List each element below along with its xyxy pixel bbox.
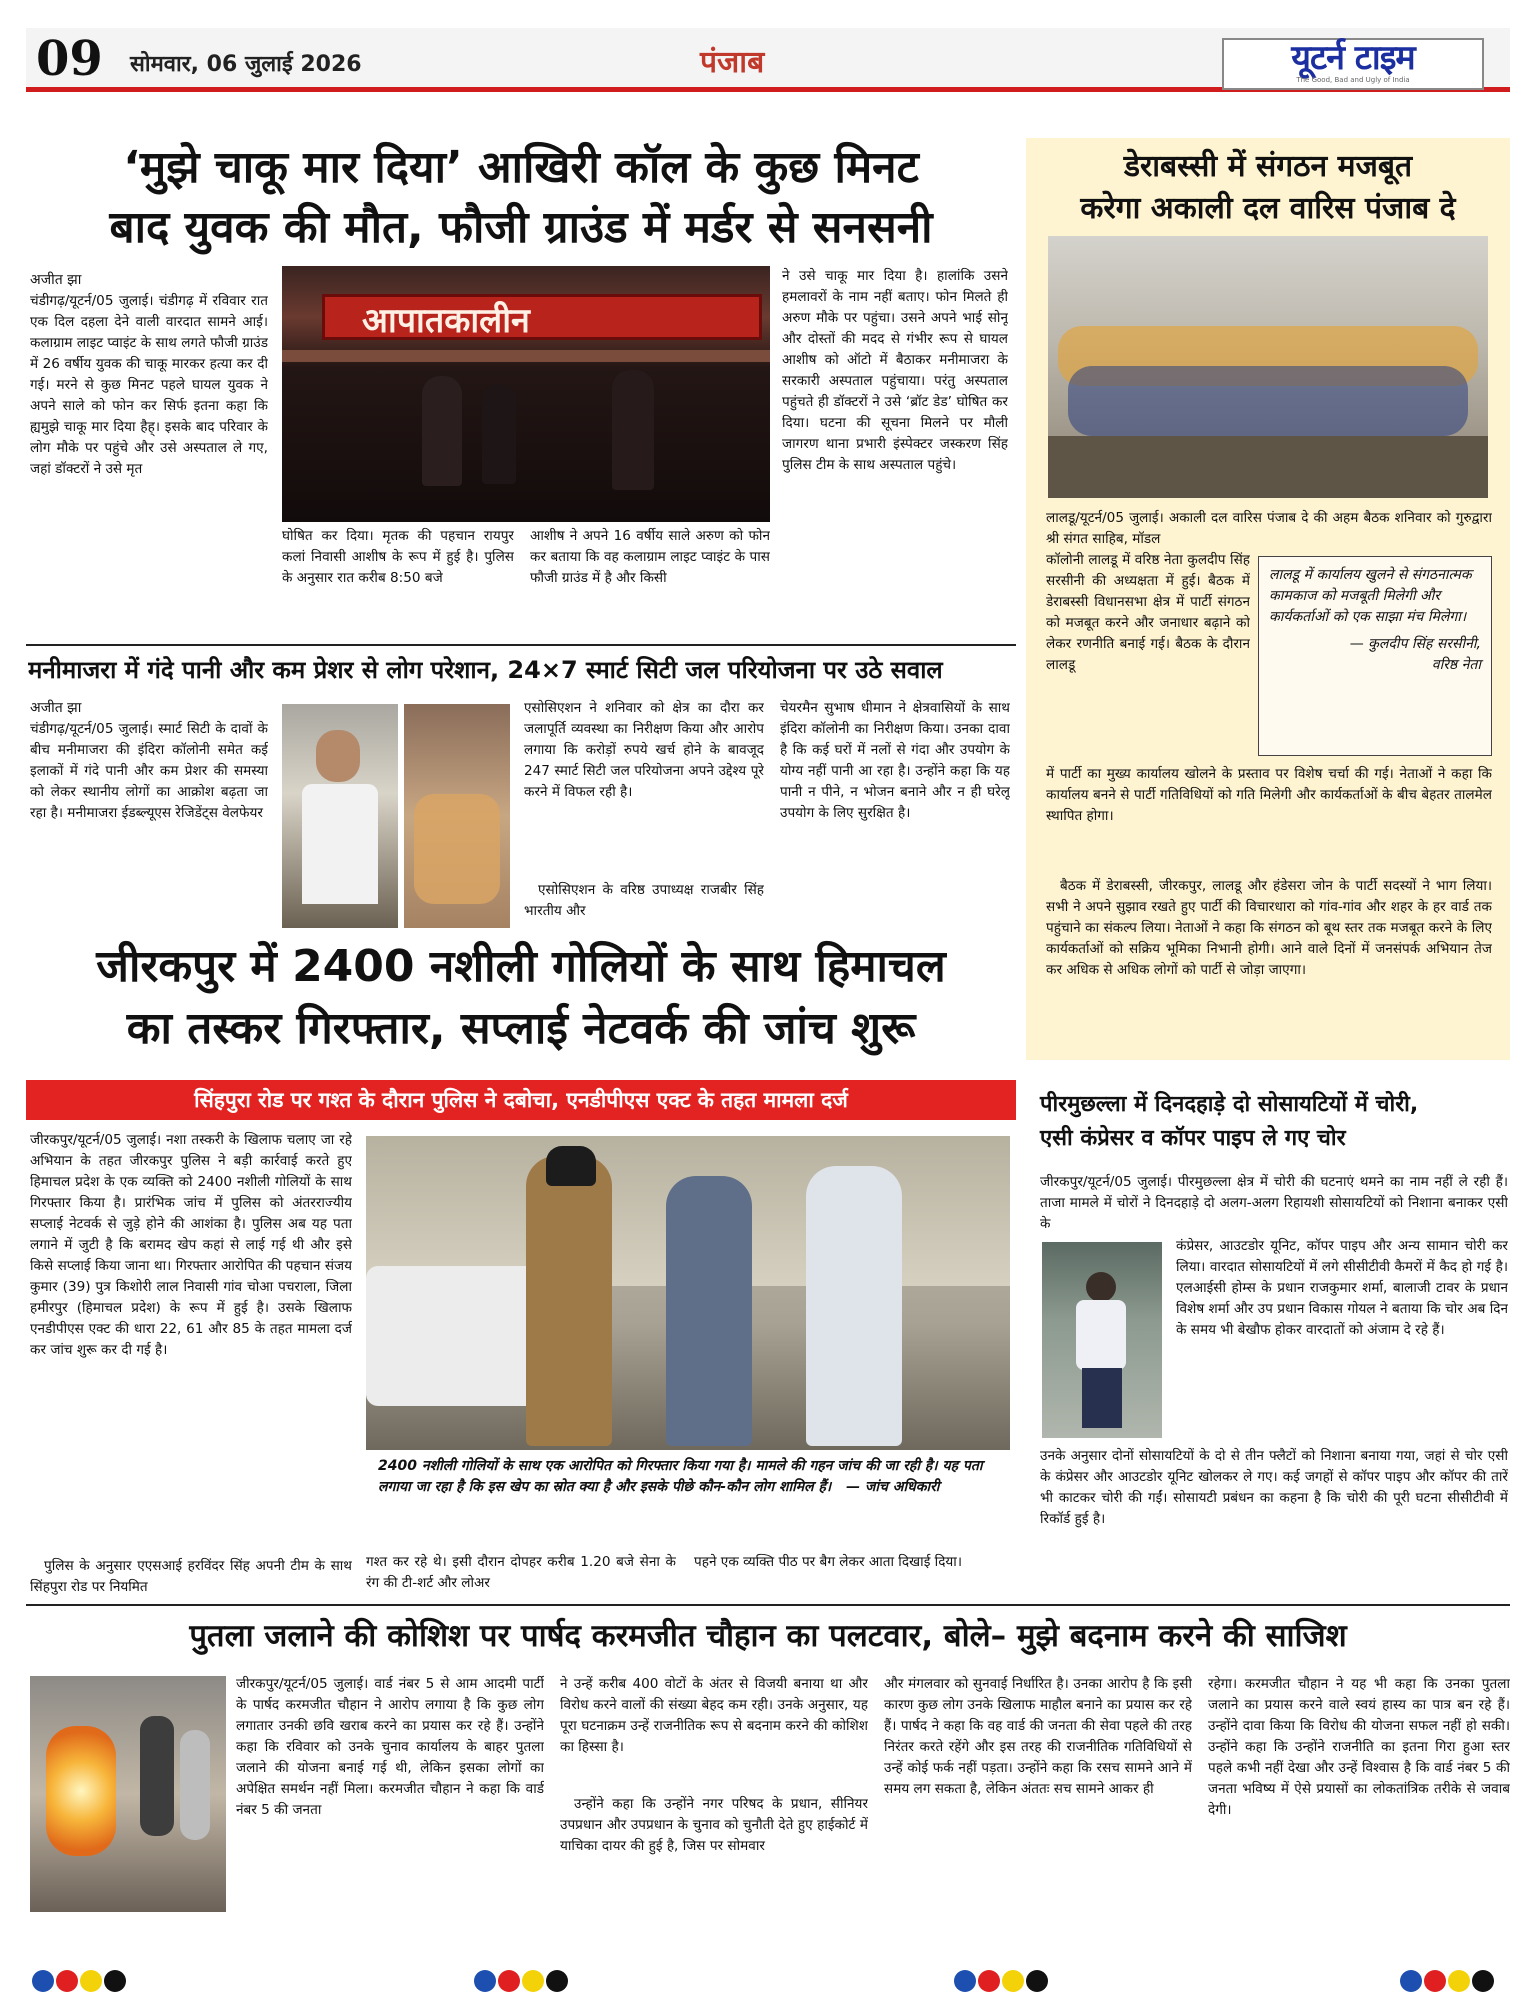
sidebar1-intro: लालडू/यूटर्न/05 जुलाई। अकाली दल वारिस पंजाब दे की अहम बैठक शनिवार को गुरुद्वारा श्री संगत साहिब, मॉडल bbox=[1046, 510, 1492, 547]
story3-banner-text: सिंहपुरा रोड पर गश्त के दौरान पुलिस ने दबोचा, एनडीपीएस एक्ट के तहत मामला दर्ज bbox=[194, 1088, 848, 1112]
issue-date: सोमवार, 06 जुलाई 2026 bbox=[130, 52, 362, 77]
logo bbox=[1222, 38, 1484, 90]
story1-col4: ने उसे चाकू मार दिया है। हालांकि उसने हमलावरों के नाम नहीं बताए। फोन मिलते ही अरुण मौके पर पहुंचा। उसने अपने भाई सोनू और दोस्तों की मदद से गंभीर रूप से घायल आशीष को ऑटो में बैठाकर मनीमाजरा के सरकारी अस्पताल पहुंचाया। परंतु अस्पताल पहुंचते ही डॉक्टरों ने उसे ‘ब्रॉट डेड’ घोषित कर दिया। घटना की सूचना मिलने पर मौली जागरण थाना प्रभारी इंस्पेक्टर जस्करण सिंह पुलिस टीम के साथ अस्पताल पहुंचे। bbox=[782, 268, 1008, 473]
sidebar2-headline bbox=[1040, 1088, 1510, 1156]
story2-photo-right bbox=[404, 704, 510, 928]
page-number: 09 bbox=[36, 31, 103, 87]
logo-text: यूटर्न टाइम bbox=[1291, 38, 1415, 78]
sidebar2-right: कंप्रेसर, आउटडोर यूनिट, कॉपर पाइप और अन्य सामान चोरी कर लिया। वारदात सोसायटियों में लगे सीसीटीवी कैमरों में कैद हो गई है। एलआईसी होम्स के प्रधान राजकुमार शर्मा, बालाजी टावर के प्रधान विशेष शर्मा और उप प्रधान विकास गोयल ने बताया कि चोर अब दिन के समय भी बेखौफ होकर वारदातों को अंजाम दे रहे हैं। bbox=[1176, 1238, 1508, 1338]
story4-photo bbox=[30, 1676, 226, 1912]
logo-tagline: The Good, Bad and Ugly of India bbox=[1296, 76, 1410, 84]
footer-color-bar-right bbox=[1400, 1970, 1520, 1994]
sidebar2-intro: जीरकपुर/यूटर्न/05 जुलाई। पीरमुछल्ला क्षेत्र में चोरी की घटनाएं थमने का नाम नहीं ले रही हैं। ताजा मामले में चोरों ने दिनदहाड़े दो अलग-अलग रिहायशी सोसायटियों को निशाना बनाकर एसी के bbox=[1040, 1174, 1508, 1232]
sidebar1-rest2: बैठक में डेराबस्सी, जीरकपुर, लालडू और हंडेसरा जोन के पार्टी सदस्यों ने भाग लिया। सभी ने अपने सुझाव रखते हुए पार्टी की विचारधारा को गांव-गांव और शहर के हर वार्ड तक पहुंचाने का संकल्प लिया। नेताओं ने कहा कि संगठन को बूथ स्तर तक मजबूत करने के लिए कार्यकर्ताओं को सक्रिय भूमिका निभानी होगी। आने वाले दिनों में जनसंपर्क अभियान तेज कर अधिक से अधिक लोगों को पार्टी से जोड़ा जाएगा। bbox=[1046, 878, 1492, 978]
story4-col1: जीरकपुर/यूटर्न/05 जुलाई। वार्ड नंबर 5 से आम आदमी पार्टी के पार्षद करमजीत चौहान ने आरोप लगाया है कि कुछ लोग लगातार उनकी छवि खराब करने का प्रयास कर रहे हैं। उन्होंने कहा कि रविवार को उनके चुनाव कार्यालय के बाहर पुतला जलाने की योजना बनाई गई थी, लेकिन इसका लोगों का अपेक्षित समर्थन नहीं मिला। करमजीत चौहान ने कहा कि वार्ड नंबर 5 की जनता bbox=[236, 1676, 544, 1818]
divider bbox=[26, 644, 1016, 646]
story1-col2: घोषित कर दिया। मृतक की पहचान रायपुर कलां निवासी आशीष के रूप में हुई है। पुलिस के अनुसार रात करीब 8:50 बजे bbox=[282, 528, 514, 586]
story3-caption-attr: — जांच अधिकारी bbox=[846, 1479, 940, 1495]
story2-col2b: एसोसिएशन के वरिष्ठ उपाध्यक्ष राजबीर सिंह भारतीय और bbox=[524, 882, 764, 919]
sidebar1-headline bbox=[1026, 146, 1510, 230]
story3-photo bbox=[366, 1136, 1010, 1450]
story1-headline-line2: बाद युवक की मौत, फौजी ग्राउंड में मर्डर से सनसनी bbox=[109, 202, 933, 253]
story1-col3: आशीष ने अपने 16 वर्षीय साले अरुण को फोन कर बताया कि वह कलाग्राम लाइट प्वाइंट के पास फौजी ग्राउंड में है और किसी bbox=[530, 528, 770, 586]
story1-photo bbox=[282, 266, 770, 522]
story2-col3: चेयरमैन सुभाष धीमान ने क्षेत्रवासियों के साथ इंदिरा कॉलोनी का निरीक्षण किया। उनका दावा है कि कई घरों में नलों से गंदा और उपयोग के योग्य नहीं पानी आ रहा है। उन्होंने कहा कि यह पानी न पीने, न भोजन बनाने और न ही घरेलू उपयोग के लिए सुरक्षित है। bbox=[780, 700, 1010, 821]
story2-headline: मनीमाजरा में गंदे पानी और कम प्रेशर से लोग परेशान, 24×7 स्मार्ट सिटी जल परियोजना पर उठे सवाल bbox=[28, 656, 943, 684]
sidebar1-headline-line1: डेराबस्सी में संगठन मजबूत bbox=[1123, 149, 1413, 184]
story1-byline: अजीत झा bbox=[30, 272, 82, 288]
story2-col2: एसोसिएशन ने शनिवार को क्षेत्र का दौरा कर जलापूर्ति व्यवस्था का निरीक्षण किया और आरोप लगाया कि करोड़ों रुपये खर्च होने के बावजूद 247 स्मार्ट सिटी जल परियोजना अपने उद्देश्य पूरे करने में विफल रही है। bbox=[524, 700, 764, 800]
story1-headline-line1: ‘मुझे चाकू मार दिया’ आखिरी कॉल के कुछ मिनट bbox=[123, 142, 919, 193]
story3-headline-line2: का तस्कर गिरफ्तार, सप्लाई नेटवर्क की जांच शुरू bbox=[126, 1003, 916, 1054]
divider bbox=[26, 1604, 1510, 1606]
story3-headline bbox=[26, 936, 1016, 1060]
footer-color-bar-center bbox=[474, 1970, 594, 1994]
sidebar2-headline-line1: पीरमुछल्ला में दिनदहाड़े दो सोसायटियों में चोरी, bbox=[1040, 1092, 1419, 1117]
story1-headline bbox=[26, 138, 1016, 258]
section-name: पंजाब bbox=[700, 45, 765, 80]
sidebar2-headline-line2: एसी कंप्रेसर व कॉपर पाइप ले गए चोर bbox=[1040, 1126, 1346, 1151]
sidebar1-quote-attr: — कुलदीप सिंह सरसीनी, bbox=[1349, 636, 1481, 652]
story4-headline: पुतला जलाने की कोशिश पर पार्षद करमजीत चौहान का पलटवार, बोले– मुझे बदनाम करने की साजिश bbox=[189, 1618, 1347, 1654]
story2-col1: चंडीगढ़/यूटर्न/05 जुलाई। स्मार्ट सिटी के दावों के बीच मनीमाजरा की इंदिरा कॉलोनी समेत कई इलाकों में गंदे पानी और कम प्रेशर की समस्या को लेकर स्थानीय लोगों का आक्रोश बढ़ता जा रहा है। मनीमाजरा ईडब्ल्यूएस रेजिडेंट्स वेलफेयर bbox=[30, 721, 268, 821]
story3-col1: जीरकपुर/यूटर्न/05 जुलाई। नशा तस्करी के खिलाफ चलाए जा रहे अभियान के तहत जीरकपुर पुलिस ने बड़ी कार्रवाई करते हुए हिमाचल प्रदेश के एक व्यक्ति को 2400 नशीली गोलियों के साथ गिरफ्तार किया है। प्रारंभिक जांच में पुलिस को अंतरराज्यीय सप्लाई नेटवर्क से जुड़े होने की आशंका है। पुलिस अब यह पता लगाने में जुटी है कि बरामद खेप कहां से लाई गई थी और इसे किसे सप्लाई किया जाना था। गिरफ्तार आरोपित की पहचान संजय कुमार (39) पुत्र किशोरी लाल निवासी गांव चोआ पचराला, जिला हमीरपुर (हिमाचल प्रदेश) के रूप में हुई है। उसके खिलाफ एनडीपीएस एक्ट की धारा 22, 61 और 85 के तहत मामला दर्ज कर जांच शुरू कर दी गई है। bbox=[30, 1132, 352, 1358]
photo-sign-text: आपातकालीन bbox=[362, 301, 530, 341]
sidebar2-rest: उनके अनुसार दोनों सोसायटियों के दो से तीन फ्लैटों को निशाना बनाया गया, जहां से चोर एसी के कंप्रेसर और आउटडोर यूनिट खोलकर ले गए। कई जगहों से कॉपर पाइप और कॉपर की तारें भी काटकर चोरी की गईं। सोसायटी प्रबंधन का कहना है कि चोरी की पूरी घटना सीसीटीवी में रिकॉर्ड हुई है। bbox=[1040, 1448, 1508, 1527]
story4-col4: रहेगा। करमजीत चौहान ने यह भी कहा कि उनका पुतला जलाने का प्रयास करने वाले स्वयं हास्य का पात्र बन रहे हैं। उन्होंने दावा किया कि विरोध की योजना सफल नहीं हो सकी। उन्होंने कहा कि उन्होंने राजनीति का इतना गिरा हुआ स्तर पहले कभी नहीं देखा और उन्हें विश्वास है कि वार्ड नंबर 5 की जनता भविष्य में ऐसे प्रयासों का लोकतांत्रिक तरीके से जवाब देगी। bbox=[1208, 1676, 1510, 1818]
story3-col3: पहने एक व्यक्ति पीठ पर बैग लेकर आता दिखाई दिया। bbox=[694, 1554, 962, 1570]
story4-col2: ने उन्हें करीब 400 वोटों के अंतर से विजयी बनाया था और विरोध करने वालों की संख्या बेहद कम रही। उनके अनुसार, यह पूरा घटनाक्रम उन्हें राजनीतिक रूप से बदनाम करने की कोशिश का हिस्सा है। bbox=[560, 1676, 868, 1755]
sidebar1-quote-text: लालडू में कार्यालय खुलने से संगठनात्मक कामकाज को मजबूती मिलेगी और कार्यकर्ताओं को एक साझा मंच मिलेगा। bbox=[1269, 567, 1472, 625]
sidebar1-photo bbox=[1048, 236, 1488, 498]
story1-col1: चंडीगढ़/यूटर्न/05 जुलाई। चंडीगढ़ में रविवार रात एक दिल दहला देने वाली वारदात सामने आई। कलाग्राम लाइट प्वाइंट के साथ लगते फौजी ग्राउंड में 26 वर्षीय युवक की चाकू मारकर हत्या कर दी गई। मरने से कुछ मिनट पहले घायल युवक ने अपने साले को फोन कर सिर्फ इतना कहा कि ह्यमुझे चाकू मार दिया हैह्। इसके बाद परिवार के लोग मौके पर पहुंचे और उसे अस्पताल ले गए, जहां डॉक्टरों ने उसे मृत bbox=[30, 293, 268, 477]
story3-caption bbox=[366, 1450, 1010, 1528]
footer-color-bar-left bbox=[32, 1970, 152, 1994]
sidebar1-left: कॉलोनी लालडू में वरिष्ठ नेता कुलदीप सिंह सरसीनी की अध्यक्षता में हुई। बैठक में डेराबस्सी विधानसभा क्षेत्र में पार्टी संगठन को मजबूत करने और जनाधार बढ़ाने को लेकर रणनीति बनाई गई। बैठक के दौरान लालडू bbox=[1046, 552, 1250, 673]
story2-byline: अजीत झा bbox=[30, 700, 82, 716]
story3-col1b: पुलिस के अनुसार एएसआई हरविंदर सिंह अपनी टीम के साथ सिंहपुरा रोड पर नियमित bbox=[30, 1558, 352, 1595]
story3-col2: गश्त कर रहे थे। इसी दौरान दोपहर करीब 1.20 बजे सेना के रंग की टी-शर्ट और लोअर bbox=[366, 1554, 676, 1591]
story3-headline-line1: जीरकपुर में 2400 नशीली गोलियों के साथ हिमाचल bbox=[96, 941, 946, 992]
sidebar2-photo bbox=[1042, 1242, 1162, 1438]
sidebar1-quote bbox=[1258, 556, 1492, 756]
sidebar1-headline-line2: करेगा अकाली दल वारिस पंजाब दे bbox=[1080, 191, 1456, 226]
sidebar1-rest: में पार्टी का मुख्य कार्यालय खोलने के प्रस्ताव पर विशेष चर्चा की गई। नेताओं ने कहा कि कार्यालय बनने से पार्टी गतिविधियों को गति मिलेगी और कार्यकर्ताओं के बीच बेहतर तालमेल स्थापित होगा। bbox=[1046, 766, 1492, 824]
sidebar1-quote-role: वरिष्ठ नेता bbox=[1431, 657, 1481, 673]
footer-color-bar-center2 bbox=[954, 1970, 1074, 1994]
story3-caption-text: 2400 नशीली गोलियों के साथ एक आरोपित को गिरफ्तार किया गया है। मामले की गहन जांच की जा रही है। यह पता लगाया जा रहा है कि इस खेप का स्रोत क्या है और इसके पीछे कौन-कौन लोग शामिल हैं। bbox=[378, 1458, 983, 1495]
story4-col2b: उन्होंने कहा कि उन्होंने नगर परिषद के प्रधान, सीनियर उपप्रधान और उपप्रधान के चुनाव को चुनौती देते हुए हाईकोर्ट में याचिका दायर की हुई है, जिस पर सोमवार bbox=[560, 1796, 868, 1854]
story4-col3: और मंगलवार को सुनवाई निर्धारित है। उनका आरोप है कि इसी कारण कुछ लोग उनके खिलाफ माहौल बनाने का प्रयास कर रहे हैं। पार्षद ने कहा कि वह वार्ड की जनता की सेवा पहले की तरह निरंतर करते रहेंगे और इस तरह की राजनीतिक गतिविधियों से उन्हें कोई फर्क नहीं पड़ता। उन्होंने कहा कि रसच सामने आने में समय लग सकता है, लेकिन अंततः सच सामने आकर ही bbox=[884, 1676, 1192, 1797]
story3-banner bbox=[26, 1080, 1016, 1120]
story2-photo-left bbox=[282, 704, 398, 928]
